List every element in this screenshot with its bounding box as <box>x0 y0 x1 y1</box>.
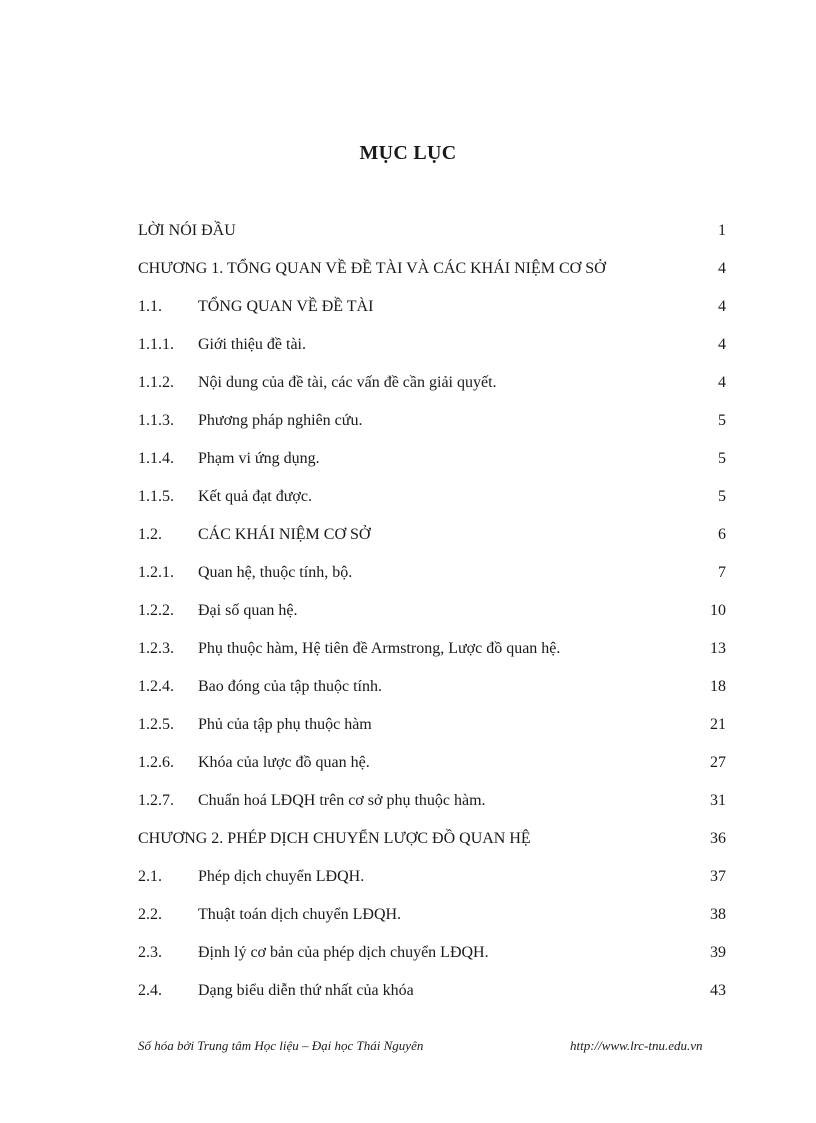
toc-entry-title: CHƯƠNG 1. TỔNG QUAN VỀ ĐỀ TÀI VÀ CÁC KHÁI NIỆM CƠ SỞ <box>138 260 606 277</box>
toc-entry-1-1-1[interactable] <box>138 329 726 367</box>
toc-entry-page: 1 <box>718 222 726 239</box>
footer-url[interactable]: http://www.lrc-tnu.edu.vn <box>570 1038 703 1053</box>
toc-entry-number: 2.2. <box>138 906 162 923</box>
toc-entry-title: Dạng biểu diễn thứ nhất của khóa <box>198 982 414 999</box>
toc-entry-number: 1.2. <box>138 526 162 543</box>
toc-entry-title: Phạm vi ứng dụng. <box>198 450 320 467</box>
toc-entry-page: 36 <box>710 830 726 847</box>
toc-entry-1-1-2[interactable] <box>138 367 726 405</box>
toc-entry-1-2[interactable] <box>138 519 726 557</box>
toc-entry-number: 1.2.5. <box>138 716 174 733</box>
toc-entry-page: 4 <box>718 298 726 315</box>
toc-entry-number: 1.1.1. <box>138 336 174 353</box>
toc-entry-title: Khóa của lược đồ quan hệ. <box>198 754 370 771</box>
toc-entry-1-2-3[interactable] <box>138 633 726 671</box>
toc-entry-number: 1.2.3. <box>138 640 174 657</box>
toc-entry-title: Giới thiệu đề tài. <box>198 336 306 353</box>
toc-entry-1-2-6[interactable] <box>138 747 726 785</box>
toc-entry-preface[interactable] <box>138 215 726 253</box>
toc-entry-2-1[interactable] <box>138 861 726 899</box>
toc-entry-number: 1.1. <box>138 298 162 315</box>
toc-entry-number: 1.2.6. <box>138 754 174 771</box>
toc-entry-page: 4 <box>718 374 726 391</box>
toc-entry-number: 1.2.1. <box>138 564 174 581</box>
toc-entry-title: Quan hệ, thuộc tính, bộ. <box>198 564 353 581</box>
toc-entry-page: 18 <box>710 678 726 695</box>
toc-entry-1-2-7[interactable] <box>138 785 726 823</box>
toc-entry-number: 1.2.4. <box>138 678 174 695</box>
toc-entry-page: 27 <box>710 754 726 771</box>
toc-entry-title: Kết quả đạt được. <box>198 488 312 505</box>
toc-entry-number: 1.1.4. <box>138 450 174 467</box>
toc-entry-2-3[interactable] <box>138 937 726 975</box>
toc-entry-title: LỜI NÓI ĐẦU <box>138 222 236 239</box>
toc-entry-page: 7 <box>718 564 726 581</box>
page-title: MỤC LỤC <box>359 142 457 164</box>
toc-entry-1-1-3[interactable] <box>138 405 726 443</box>
toc-entry-number: 1.1.5. <box>138 488 174 505</box>
toc-entry-page: 13 <box>710 640 726 657</box>
toc-entry-page: 37 <box>710 868 726 885</box>
toc-entry-title: CHƯƠNG 2. PHÉP DỊCH CHUYỂN LƯỢC ĐỒ QUAN HỆ <box>138 830 531 847</box>
toc-entry-title: Thuật toán dịch chuyển LĐQH. <box>198 906 402 923</box>
toc-entry-page: 6 <box>718 526 726 543</box>
toc-entry-2-4[interactable] <box>138 975 726 1013</box>
toc-entry-page: 39 <box>710 944 726 961</box>
toc-entry-page: 38 <box>710 906 726 923</box>
toc-entry-chapter-2[interactable] <box>138 823 726 861</box>
footer-source-text: Số hóa bởi Trung tâm Học liệu – Đại học Thái Nguyên <box>138 1038 424 1053</box>
toc-entry-title: CÁC KHÁI NIỆM CƠ SỞ <box>198 526 371 543</box>
toc-entry-title: Định lý cơ bản của phép dịch chuyển LĐQH. <box>198 944 489 961</box>
toc-entry-number: 2.3. <box>138 944 162 961</box>
toc-entry-title: Phụ thuộc hàm, Hệ tiên đề Armstrong, Lược đồ quan hệ. <box>198 640 561 657</box>
toc-entry-page: 5 <box>718 412 726 429</box>
toc-entry-1-1[interactable] <box>138 291 726 329</box>
table-of-contents <box>138 215 726 1013</box>
toc-entry-title: Chuẩn hoá LĐQH trên cơ sở phụ thuộc hàm. <box>198 792 486 809</box>
toc-entry-1-2-1[interactable] <box>138 557 726 595</box>
toc-entry-1-1-4[interactable] <box>138 443 726 481</box>
toc-entry-number: 1.1.3. <box>138 412 174 429</box>
toc-entry-number: 1.2.7. <box>138 792 174 809</box>
toc-entry-page: 10 <box>710 602 726 619</box>
toc-entry-page: 4 <box>718 260 726 277</box>
toc-entry-page: 4 <box>718 336 726 353</box>
toc-entry-page: 21 <box>710 716 726 733</box>
toc-entry-title: Phủ của tập phụ thuộc hàm <box>198 716 372 733</box>
toc-entry-1-2-4[interactable] <box>138 671 726 709</box>
toc-entry-page: 31 <box>710 792 726 809</box>
toc-entry-number: 2.1. <box>138 868 162 885</box>
toc-entry-number: 1.2.2. <box>138 602 174 619</box>
toc-entry-page: 5 <box>718 488 726 505</box>
toc-entry-1-1-5[interactable] <box>138 481 726 519</box>
toc-entry-title: Phép dịch chuyển LĐQH. <box>198 868 365 885</box>
toc-entry-title: Bao đóng của tập thuộc tính. <box>198 678 382 695</box>
toc-entry-title: TỔNG QUAN VỀ ĐỀ TÀI <box>198 298 374 315</box>
toc-entry-title: Phương pháp nghiên cứu. <box>198 412 363 429</box>
toc-entry-number: 1.1.2. <box>138 374 174 391</box>
toc-entry-1-2-5[interactable] <box>138 709 726 747</box>
toc-entry-chapter-1[interactable] <box>138 253 726 291</box>
toc-entry-number: 2.4. <box>138 982 162 999</box>
toc-entry-page: 43 <box>710 982 726 999</box>
toc-entry-page: 5 <box>718 450 726 467</box>
toc-entry-title: Nội dung của đề tài, các vấn đề cần giải quyết. <box>198 374 497 391</box>
toc-entry-1-2-2[interactable] <box>138 595 726 633</box>
toc-entry-2-2[interactable] <box>138 899 726 937</box>
toc-entry-title: Đại số quan hệ. <box>198 602 298 619</box>
